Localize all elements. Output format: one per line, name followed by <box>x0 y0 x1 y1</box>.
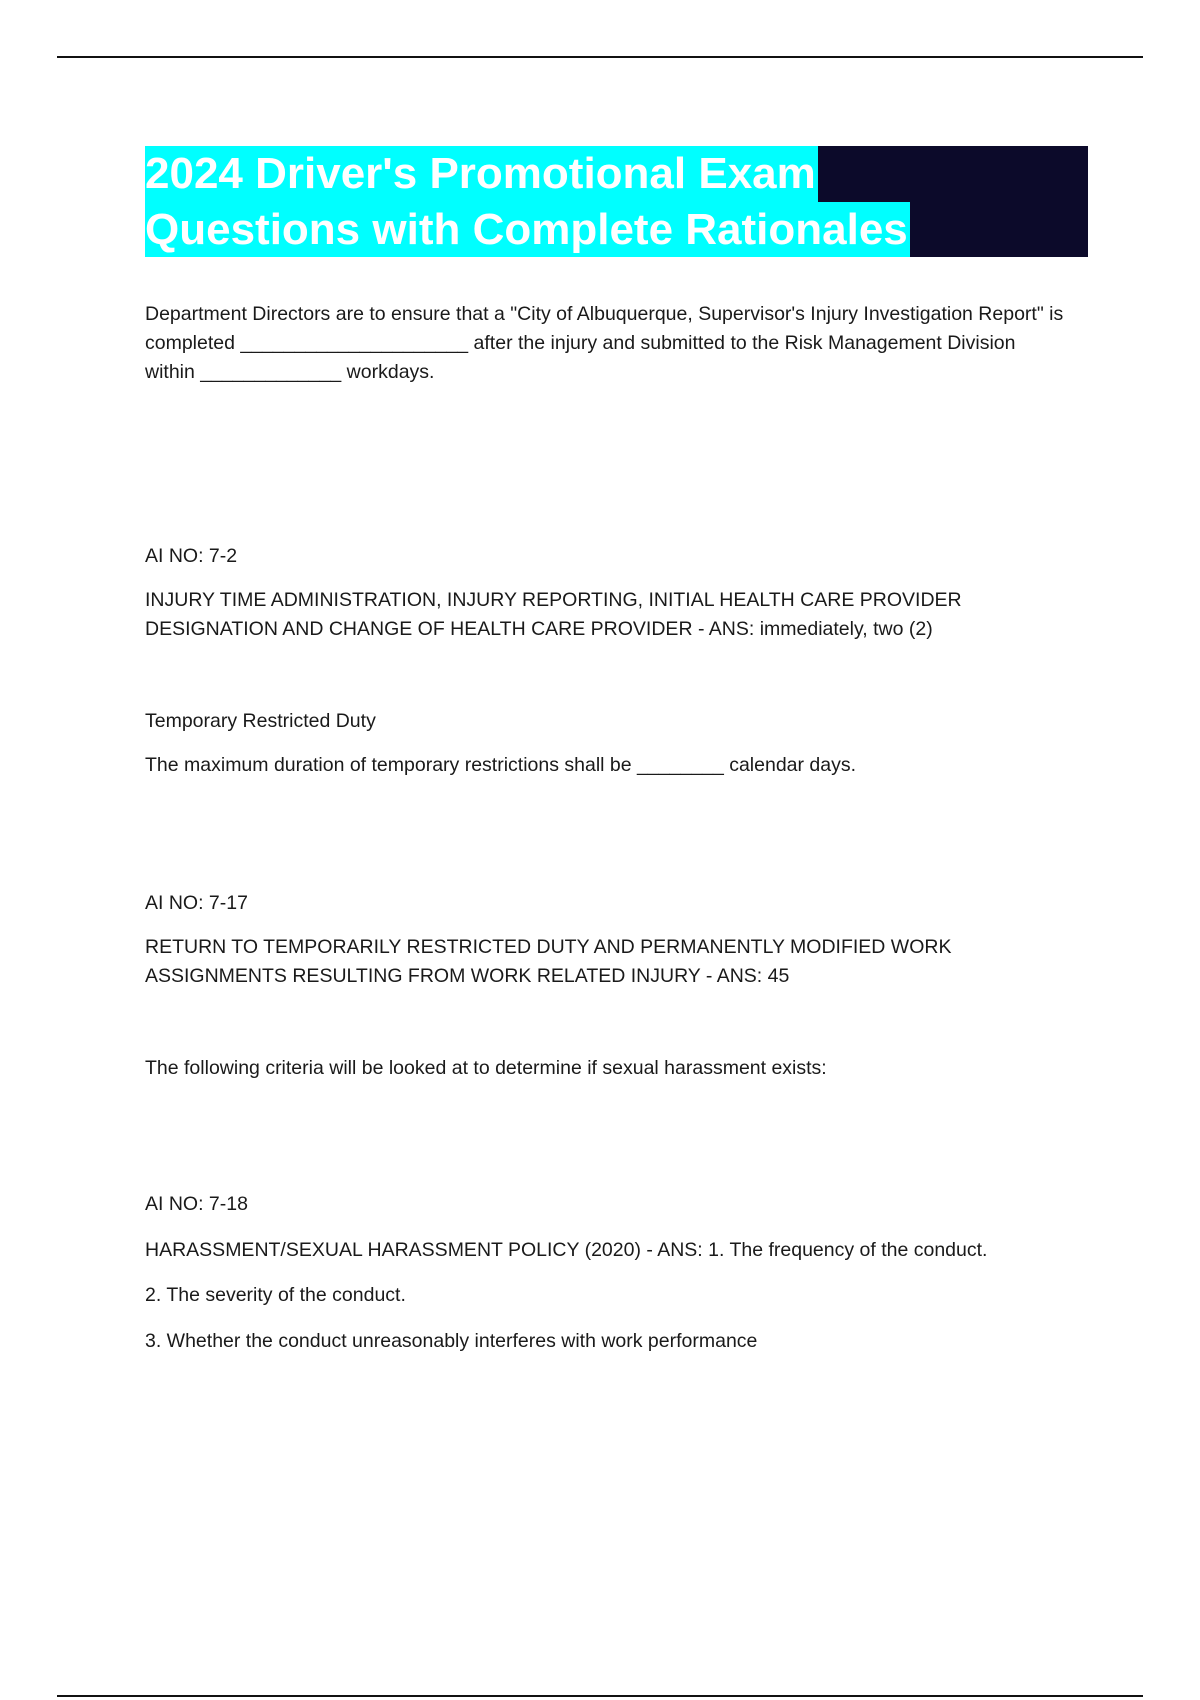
ai-number-1: AI NO: 7-2 <box>145 545 238 567</box>
top-rule <box>57 56 1143 58</box>
document-title <box>145 146 1088 257</box>
answer-1: INJURY TIME ADMINISTRATION, INJURY REPORTING, INITIAL HEALTH CARE PROVIDER DESIGNATION AND CHANGE OF HEALTH CARE PROVIDER - ANS: immediately, two (2) <box>145 589 962 640</box>
answer-3-line-2: 2. The severity of the conduct. <box>145 1284 406 1306</box>
answer-2: RETURN TO TEMPORARILY RESTRICTED DUTY AND PERMANENTLY MODIFIED WORK ASSIGNMENTS RESULTING FROM WORK RELATED INJURY - ANS: 45 <box>145 936 952 987</box>
ai-number-3: AI NO: 7-18 <box>145 1193 248 1215</box>
question-2: The maximum duration of temporary restrictions shall be ________ calendar days. <box>145 754 857 776</box>
title-line-2: Questions with Complete Rationales <box>145 202 910 257</box>
section-heading: Temporary Restricted Duty <box>145 710 376 732</box>
question-3: The following criteria will be looked at to determine if sexual harassment exists: <box>145 1057 827 1079</box>
title-line-1: 2024 Driver's Promotional Exam <box>145 146 818 202</box>
bottom-rule <box>57 1695 1143 1697</box>
answer-3: HARASSMENT/SEXUAL HARASSMENT POLICY (2020) - ANS: 1. The frequency of the conduct. <box>145 1239 988 1261</box>
question-1: Department Directors are to ensure that a "City of Albuquerque, Supervisor's Injury Investigation Report" is completed _____________________ after the injury and submitted to the Risk Management Division within _____________ workdays. <box>145 303 1064 383</box>
answer-3-line-3: 3. Whether the conduct unreasonably interferes with work performance <box>145 1330 758 1352</box>
ai-number-2: AI NO: 7-17 <box>145 892 248 914</box>
